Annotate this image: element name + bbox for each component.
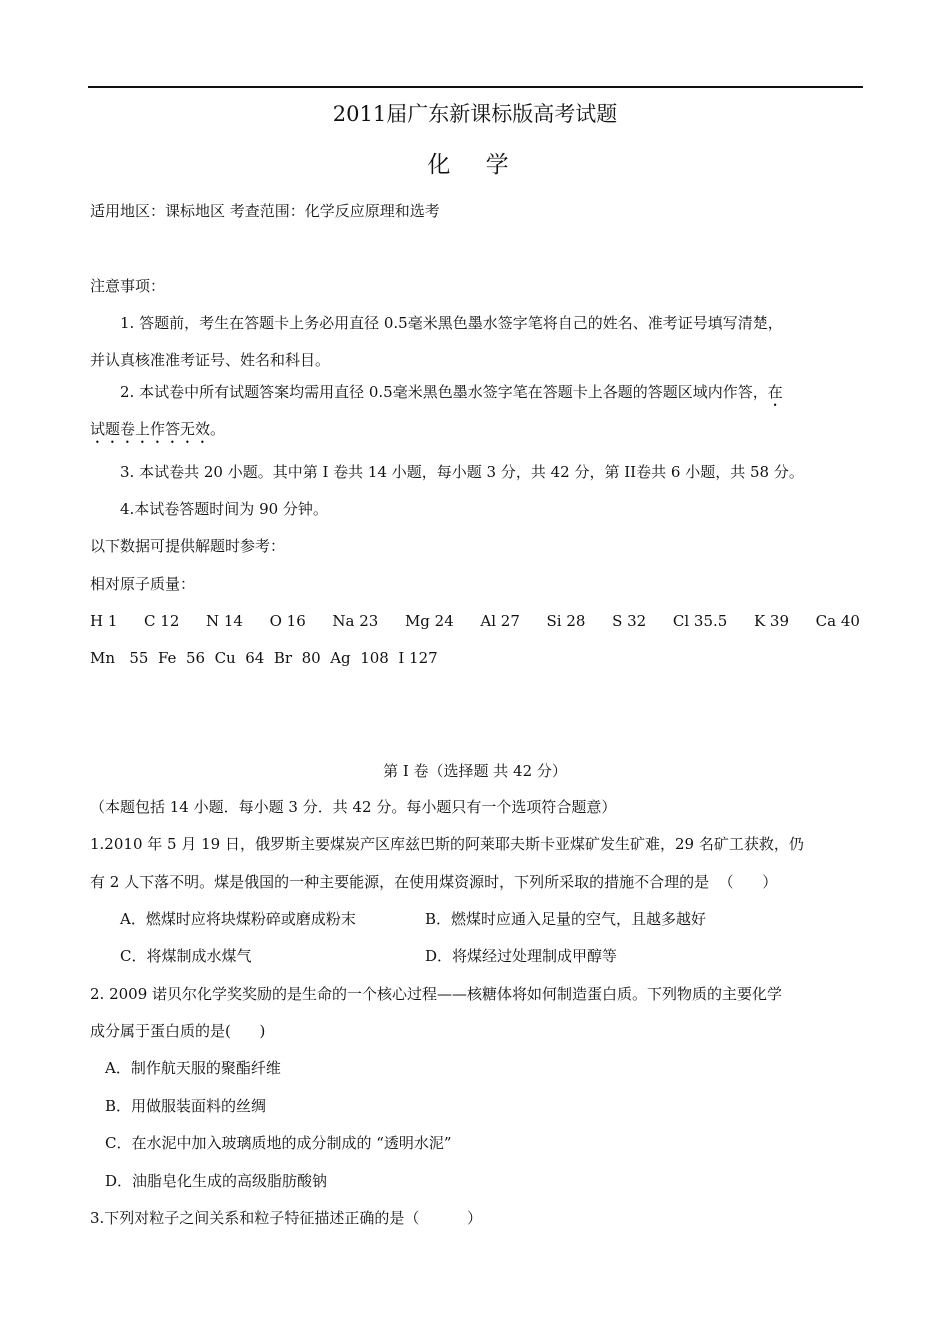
notice-item2-text: 2. 本试卷中所有试题答案均需用直径 0.5毫米黑色墨水签字笔在答题卡上各题的答题区域内作答， (120, 383, 768, 401)
subject-title: 化 学 (427, 152, 523, 178)
mass-item: H 1 (90, 612, 118, 630)
mass-item: Al 27 (480, 612, 520, 630)
notice-item1-line2: 并认真核准准考证号、姓名和科目。 (90, 351, 331, 369)
notice-item1-line1: 1. 答题前，考生在答题卡上务必用直径 0.5毫米黑色墨水签字笔将自己的姓名、准考证号填写清楚， (120, 314, 783, 332)
mass-item: S 32 (612, 612, 647, 630)
exam-title: 2011届广东新课标版高考试题 (332, 102, 618, 126)
notice-item4: 4.本试卷答题时间为 90 分钟。 (120, 500, 328, 518)
q3-stem-line1: 3.下列对粒子之间关系和粒子特征描述正确的是（ ） (90, 1209, 482, 1227)
mass-item: K 39 (753, 612, 789, 630)
atomic-mass-heading: 相对原子质量： (90, 575, 196, 593)
atomic-mass-row1 (90, 611, 860, 631)
q2-option-b: B．用做服装面料的丝绸 (105, 1097, 267, 1115)
q1-option-d: D．将煤经过处理制成甲醇等 (425, 947, 618, 965)
mass-item: Si 28 (546, 612, 586, 630)
mass-item: C 12 (144, 612, 180, 630)
notice-heading: 注意事项： (90, 277, 166, 295)
notice-item2-emph: 在 (767, 383, 783, 401)
atomic-mass-row2: Mn 55 Fe 56 Cu 64 Br 80 Ag 108 I 127 (90, 649, 438, 667)
mass-item: Na 23 (332, 612, 379, 630)
q1-stem-line2: 有 2 人下落不明。煤是俄国的一种主要能源，在使用煤资源时，下列所采取的措施不合理的是 （ ） (90, 873, 778, 891)
mass-item: Cl 35.5 (672, 612, 728, 630)
q1-option-b: B．燃煤时应通入足量的空气，且越多越好 (425, 910, 707, 928)
q2-option-c: C．在水泥中加入玻璃质地的成分制成的 “透明水泥” (105, 1134, 452, 1152)
notice-item3: 3. 本试卷共 20 小题。其中第 I 卷共 14 小题，每小题 3 分，共 42 分，第 II卷共 6 小题，共 58 分。 (120, 463, 804, 481)
q2-option-a: A．制作航天服的聚酯纤维 (105, 1059, 281, 1077)
q2-option-d: D．油脂皂化生成的高级脂肪酸钠 (105, 1172, 328, 1190)
q1-option-c: C．将煤制成水煤气 (120, 947, 252, 965)
mass-item: Ca 40 (815, 612, 860, 630)
notice-item2-line2: 试题卷上作答无效。 (90, 420, 226, 438)
mass-item: N 14 (206, 612, 243, 630)
mass-item: Mg 24 (404, 612, 454, 630)
mass-item: O 16 (269, 612, 306, 630)
section1-note: （本题包括 14 小题．每小题 3 分．共 42 分。每小题只有一个选项符合题意） (90, 798, 617, 816)
q2-stem-line2: 成分属于蛋白质的是( ) (90, 1022, 266, 1040)
section1-heading: 第 I 卷（选择题 共 42 分） (383, 762, 567, 780)
reference-note: 以下数据可提供解题时参考： (90, 537, 286, 555)
header-rule (88, 86, 863, 88)
q1-stem-line1: 1.2010 年 5 月 19 日，俄罗斯主要煤炭产区库兹巴斯的阿莱耶夫斯卡亚煤矿发生矿难，29 名矿工获救，仍 (90, 835, 804, 853)
notice-item2-line1 (120, 382, 783, 410)
q2-stem-line1: 2. 2009 诺贝尔化学奖奖励的是生命的一个核心过程——核糖体将如何制造蛋白质。下列物质的主要化学 (90, 985, 783, 1003)
q1-option-a: A．燃煤时应将块煤粉碎或磨成粉末 (120, 910, 356, 928)
exam-meta: 适用地区：课标地区 考查范围：化学反应原理和选考 (90, 202, 440, 220)
